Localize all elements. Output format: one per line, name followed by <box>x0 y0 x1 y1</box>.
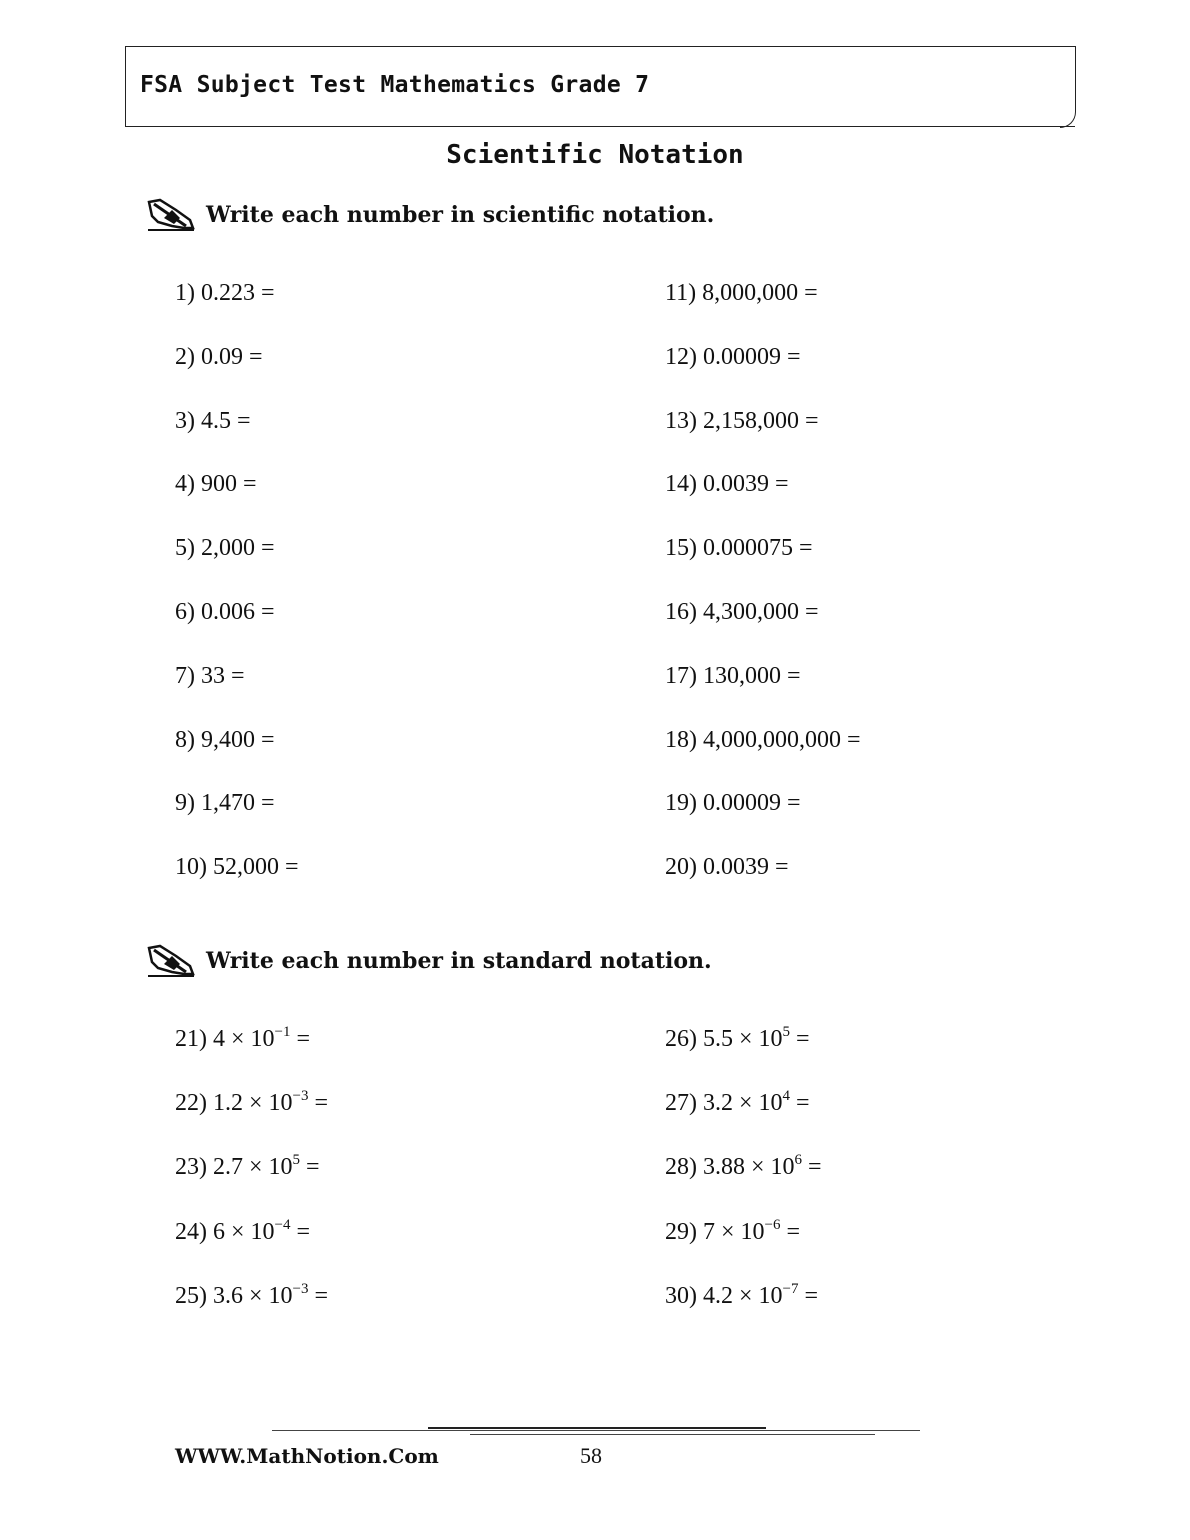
problem-number: 6) <box>175 599 195 625</box>
problem-expression: 0.000075 = <box>703 535 813 562</box>
page-number: 58 <box>580 1443 602 1468</box>
problem-expression: 130,000 = <box>703 662 801 689</box>
problem-row <box>175 727 1075 761</box>
problem-number: 15) <box>665 535 697 562</box>
problem-equals: = <box>308 1282 329 1309</box>
problem-number: 5) <box>175 535 195 562</box>
problem-number: 16) <box>665 599 697 625</box>
problem-expression: 2,158,000 = <box>703 407 819 434</box>
problem-expression: 0.09 = <box>201 343 263 370</box>
problem-equals: = <box>300 1154 320 1181</box>
problem-item <box>175 280 275 307</box>
problem-expression: 4.5 = <box>201 407 251 434</box>
problem-exponent: −4 <box>274 1216 291 1233</box>
problem-exponent: −6 <box>764 1216 781 1233</box>
problem-item <box>665 1280 819 1310</box>
problem-exponent: −3 <box>292 1088 309 1105</box>
problem-exponent: 6 <box>794 1152 803 1169</box>
problem-number: 23) <box>175 1154 207 1181</box>
problem-row <box>175 1216 1075 1253</box>
problem-item <box>665 663 801 690</box>
problem-expression: 0.00009 = <box>703 343 801 370</box>
problem-base: 7 × 10 <box>703 1218 765 1245</box>
problem-number: 3) <box>175 407 195 434</box>
pencil-hand-icon <box>146 198 196 232</box>
problem-item <box>665 1216 801 1246</box>
problem-number: 4) <box>175 471 195 498</box>
problem-equals: = <box>290 1218 311 1245</box>
problem-number: 9) <box>175 790 195 817</box>
problem-item <box>665 727 861 754</box>
problem-expression: 52,000 = <box>213 854 299 881</box>
problem-exponent: −3 <box>292 1280 309 1297</box>
problem-row <box>175 663 1075 697</box>
problem-exponent: 4 <box>782 1088 791 1105</box>
problem-row <box>175 344 1075 378</box>
problem-number: 7) <box>175 662 195 689</box>
problem-row <box>175 280 1075 314</box>
problem-item <box>665 280 818 307</box>
problem-item <box>665 471 789 498</box>
problem-item <box>175 854 299 881</box>
problem-expression: 4,000,000,000 = <box>703 726 861 753</box>
problem-row <box>175 535 1075 569</box>
problem-expression: 0.006 = <box>201 599 275 625</box>
problem-number: 25) <box>175 1282 207 1309</box>
problem-number: 14) <box>665 471 697 498</box>
problem-number: 21) <box>175 1026 207 1052</box>
problem-base: 6 × 10 <box>213 1218 275 1245</box>
problem-expression: 9,400 = <box>201 726 275 753</box>
problem-expression: 2,000 = <box>201 535 275 562</box>
problem-exponent: −1 <box>274 1024 291 1040</box>
footer-site: WWW.MathNotion.Com <box>175 1444 439 1468</box>
section1-instruction-text: Write each number in scientific notation. <box>206 202 715 228</box>
problem-number: 19) <box>665 790 697 817</box>
problem-exponent: 5 <box>782 1024 791 1040</box>
problem-item <box>175 1280 329 1310</box>
problem-row <box>175 1026 1075 1060</box>
problem-equals: = <box>790 1090 810 1117</box>
problem-item <box>175 1090 328 1117</box>
problem-number: 27) <box>665 1090 697 1117</box>
problem-number: 1) <box>175 280 195 306</box>
page-title: Scientific Notation <box>446 140 744 170</box>
problem-base: 4.2 × 10 <box>703 1282 783 1309</box>
problem-number: 29) <box>665 1218 697 1245</box>
problem-expression: 0.0039 = <box>703 854 789 881</box>
header-box-corner <box>1060 112 1076 128</box>
problem-item <box>175 408 251 435</box>
problem-exponent: 5 <box>292 1152 301 1169</box>
problem-number: 8) <box>175 726 195 753</box>
problem-item <box>175 790 275 817</box>
problem-row <box>175 1280 1075 1317</box>
problem-number: 2) <box>175 343 195 370</box>
problem-item <box>175 1216 311 1246</box>
problem-exponent: −7 <box>782 1280 799 1297</box>
problem-number: 22) <box>175 1090 207 1117</box>
problem-item <box>665 1090 810 1117</box>
problem-expression: 0.223 = <box>201 280 275 306</box>
problem-number: 12) <box>665 343 697 370</box>
problem-item <box>665 408 819 435</box>
problem-equals: = <box>308 1090 329 1117</box>
problem-item <box>175 344 263 371</box>
problem-expression: 8,000,000 = <box>702 280 818 306</box>
problem-number: 30) <box>665 1282 697 1309</box>
problem-equals: = <box>798 1282 819 1309</box>
problem-equals: = <box>790 1026 810 1052</box>
problem-item <box>665 854 789 881</box>
section2-instruction <box>146 944 712 978</box>
problem-item <box>175 1026 310 1053</box>
problem-row <box>175 790 1075 824</box>
problem-number: 26) <box>665 1026 697 1052</box>
problem-expression: 33 = <box>201 662 245 689</box>
problem-item <box>175 663 245 690</box>
problem-expression: 0.00009 = <box>703 790 801 817</box>
problem-base: 5.5 × 10 <box>703 1026 783 1052</box>
problem-item <box>665 790 801 817</box>
footer-divider-accent <box>428 1427 766 1429</box>
pencil-hand-icon <box>146 944 196 978</box>
problem-number: 10) <box>175 854 207 881</box>
problem-item <box>175 535 275 562</box>
problem-base: 2.7 × 10 <box>213 1154 293 1181</box>
footer-divider <box>272 1430 920 1431</box>
problem-number: 24) <box>175 1218 207 1245</box>
problem-item <box>665 535 813 562</box>
problem-item <box>175 599 275 626</box>
problem-equals: = <box>780 1218 801 1245</box>
problem-base: 4 × 10 <box>213 1026 275 1052</box>
problem-equals: = <box>802 1154 822 1181</box>
problem-row <box>175 471 1075 505</box>
problem-item <box>175 471 257 498</box>
problem-equals: = <box>290 1026 311 1052</box>
problem-row <box>175 854 1075 888</box>
section1-instruction <box>146 198 714 232</box>
problem-base: 3.6 × 10 <box>213 1282 293 1309</box>
section2-instruction-text: Write each number in standard notation. <box>206 948 712 974</box>
problem-item <box>175 727 275 754</box>
problem-expression: 900 = <box>201 471 257 498</box>
problem-item <box>175 1154 320 1181</box>
problem-item <box>665 344 801 371</box>
problem-number: 13) <box>665 407 697 434</box>
problem-number: 18) <box>665 726 697 753</box>
problem-base: 3.2 × 10 <box>703 1090 783 1117</box>
problem-item <box>665 599 819 626</box>
problem-row <box>175 1090 1075 1124</box>
problem-row <box>175 1154 1075 1188</box>
problem-item <box>665 1154 822 1181</box>
header-title: FSA Subject Test Mathematics Grade 7 <box>140 72 650 98</box>
footer-divider-lower <box>470 1434 875 1435</box>
problem-expression: 0.0039 = <box>703 471 789 498</box>
problem-row <box>175 599 1075 633</box>
problem-expression: 4,300,000 = <box>703 599 819 625</box>
problem-number: 17) <box>665 662 697 689</box>
problem-item <box>665 1026 810 1053</box>
problem-base: 1.2 × 10 <box>213 1090 293 1117</box>
problem-expression: 1,470 = <box>201 790 275 817</box>
problem-base: 3.88 × 10 <box>703 1154 795 1181</box>
problem-row <box>175 408 1075 442</box>
problem-number: 20) <box>665 854 697 881</box>
problem-number: 28) <box>665 1154 697 1181</box>
problem-number: 11) <box>665 280 697 306</box>
